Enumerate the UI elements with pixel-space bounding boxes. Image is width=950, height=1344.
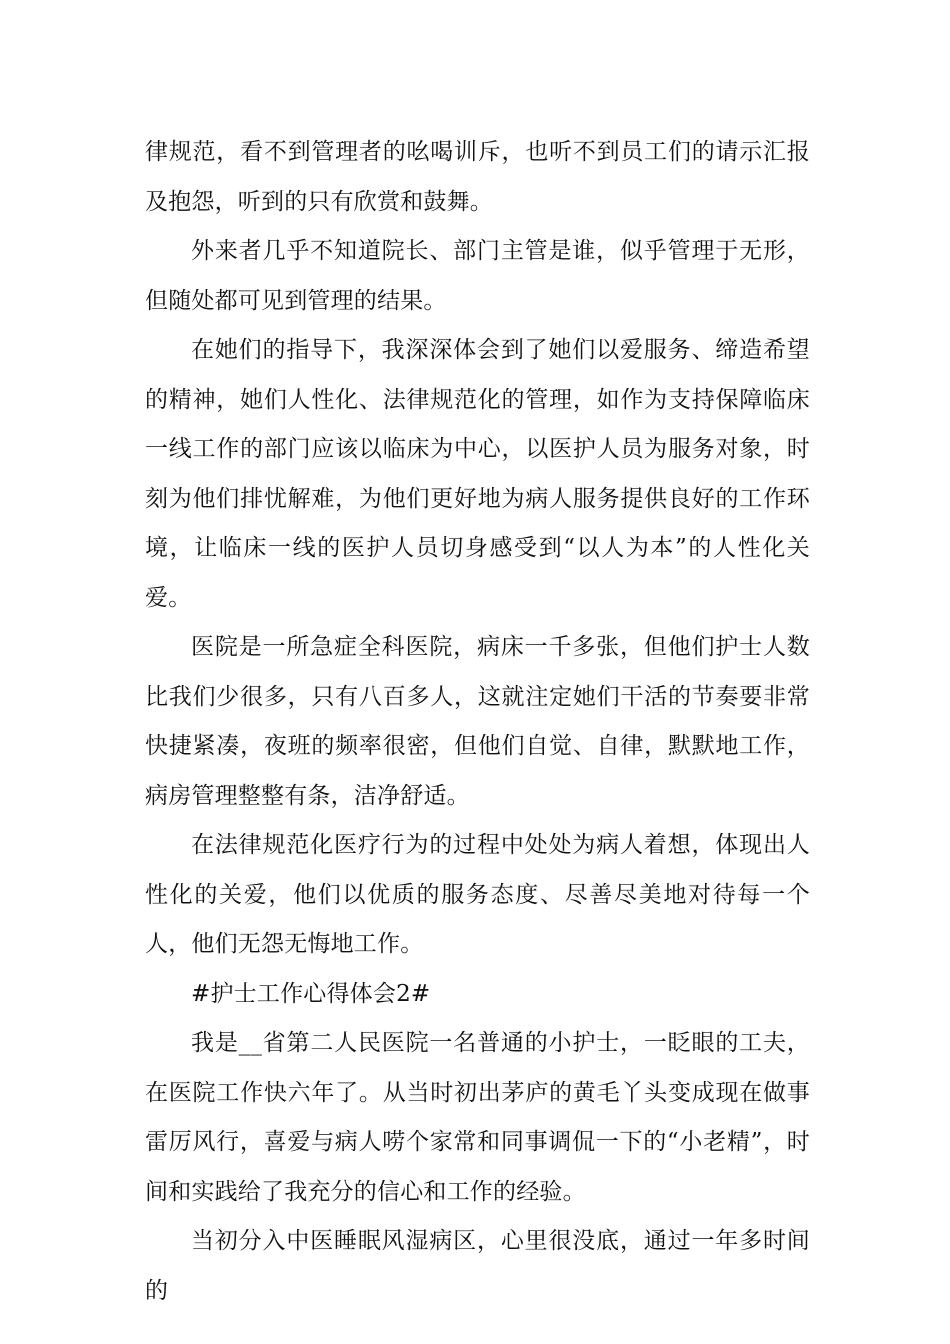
document-body xyxy=(145,128,810,1316)
paragraph-management: 外来者几乎不知道院长、部门主管是谁，似乎管理于无形，但随处都可见到管理的结果。 xyxy=(145,238,810,314)
paragraph-ward: 当初分入中医睡眠风湿病区，心里很没底，通过一年多时间的 xyxy=(145,1228,810,1304)
paragraph-intro: 我是__省第二人民医院一名普通的小护士，一眨眼的工夫，在医院工作快六年了。从当时初出茅庐的黄毛丫头变成现在做事雷厉风行，喜爱与病人唠个家常和同事调侃一下的“小老精”，时间和实践给了我充分的信心和工作的经验。 xyxy=(145,1030,810,1205)
paragraph-guidance: 在她们的指导下，我深深体会到了她们以爱服务、缔造希望的精神，她们人性化、法律规范化的管理，如作为支持保障临床一线工作的部门应该以临床为中心，以医护人员为服务对象，时刻为他们排忧解难，为他们更好地为病人服务提供良好的工作环境，让临床一线的医护人员切身感受到“以人为本”的人性化关爱。 xyxy=(145,337,810,611)
paragraph-continuation: 律规范，看不到管理者的吆喝训斥，也听不到员工们的请示汇报及抱怨，听到的只有欣赏和鼓舞。 xyxy=(145,139,810,215)
paragraph-care: 在法律规范化医疗行为的过程中处处为病人着想，体现出人性化的关爱，他们以优质的服务态度、尽善尽美地对待每一个人，他们无怨无悔地工作。 xyxy=(145,832,810,957)
paragraph-hospital: 医院是一所急症全科医院，病床一千多张，但他们护士人数比我们少很多，只有八百多人，这就注定她们干活的节奏要非常快捷紧凑，夜班的频率很密，但他们自觉、自律，默默地工作，病房管理整整有条，洁净舒适。 xyxy=(145,634,810,809)
section-heading: #护士工作心得体会2# xyxy=(191,980,431,1007)
